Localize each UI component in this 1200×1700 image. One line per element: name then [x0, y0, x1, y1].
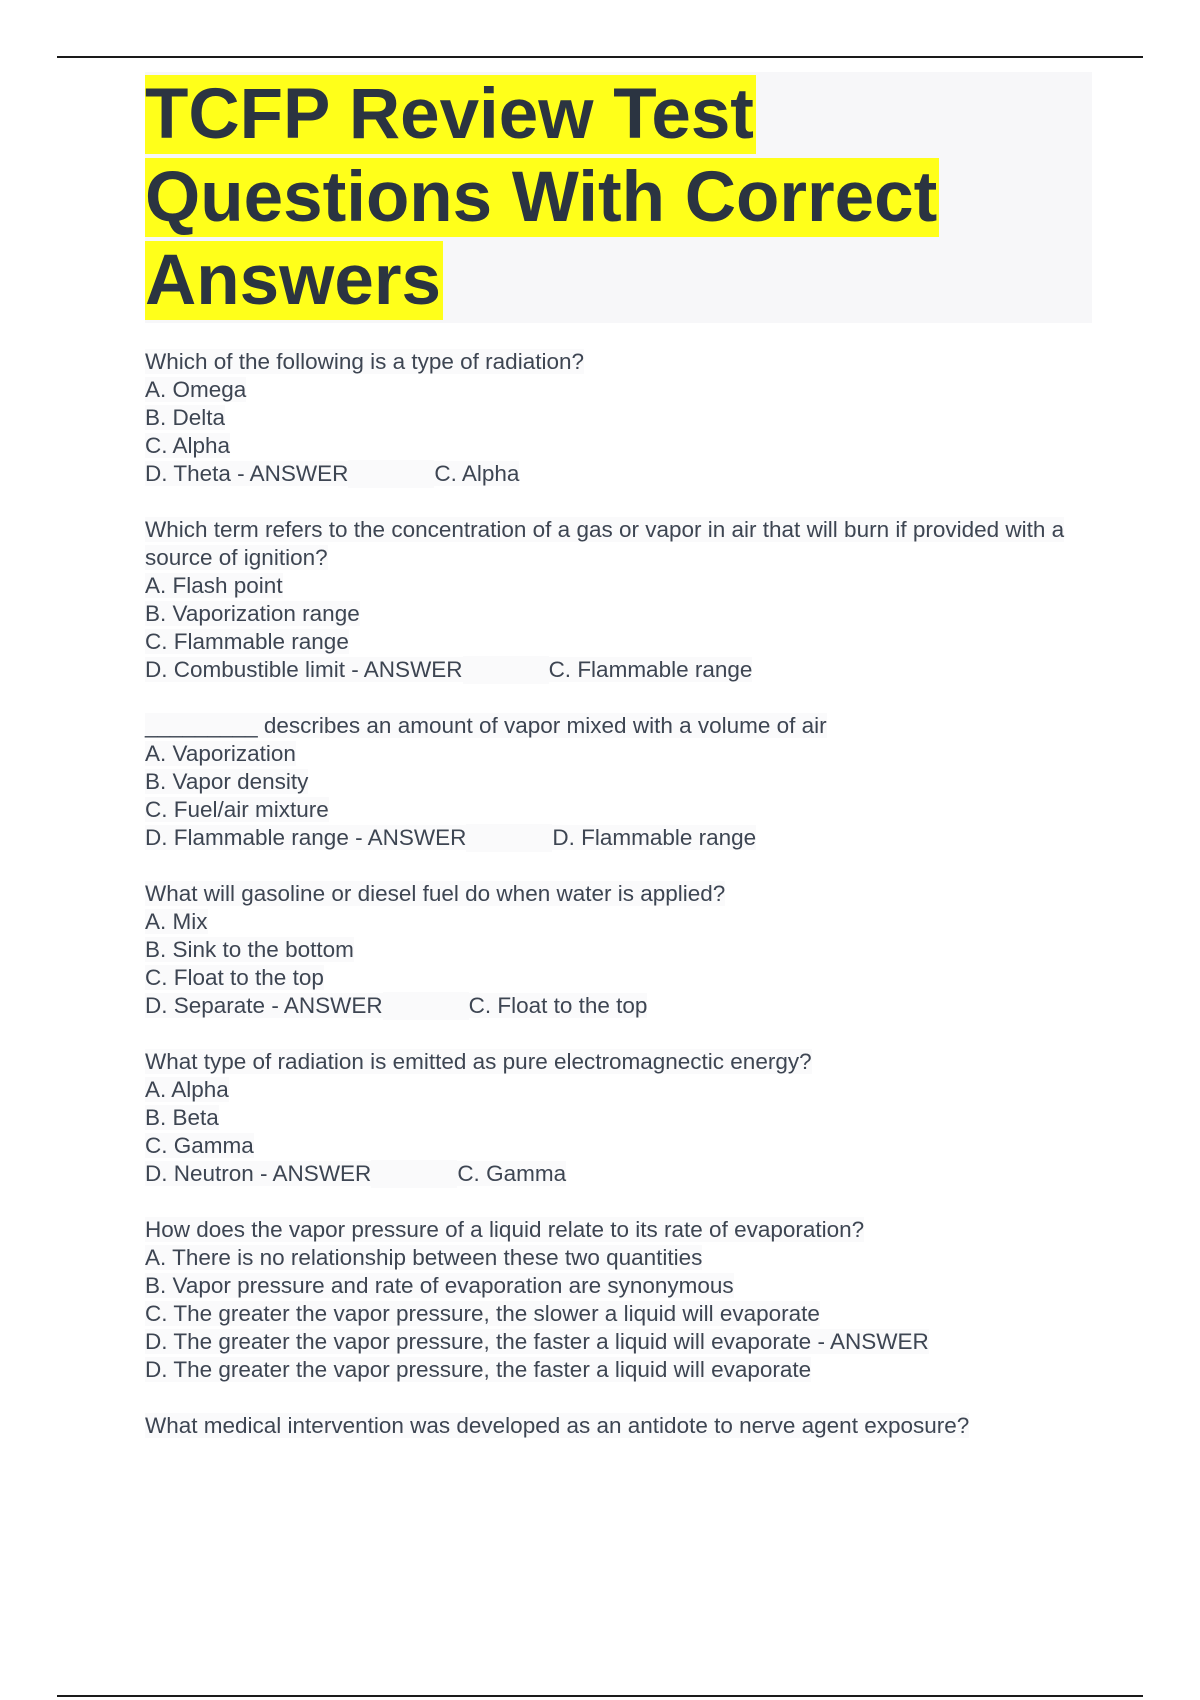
correct-answer: D. Flammable range: [552, 825, 757, 850]
answer-option: B. Sink to the bottom: [145, 937, 354, 962]
answer-option: A. Alpha: [145, 1077, 229, 1102]
question-block: [145, 712, 1095, 852]
answer-option: C. Fuel/air mixture: [145, 797, 329, 822]
question-block: [145, 516, 1095, 684]
answer-option: C. Gamma: [145, 1133, 254, 1158]
top-rule: [57, 56, 1143, 58]
correct-answer: C. Gamma: [457, 1161, 567, 1186]
question-text: What will gasoline or diesel fuel do when water is applied?: [145, 881, 726, 906]
question-block: [145, 348, 1095, 488]
answer-option: D. Separate - ANSWER C. Float to the top: [145, 993, 648, 1018]
question-text: Which term refers to the concentration of a gas or vapor in air that will burn if provided with a source of ignition?: [145, 517, 1065, 570]
answer-option: A. There is no relationship between these two quantities: [145, 1245, 703, 1270]
answer-option: B. Vapor density: [145, 769, 309, 794]
title-block: [145, 72, 1092, 323]
question-text: How does the vapor pressure of a liquid relate to its rate of evaporation?: [145, 1217, 865, 1242]
question-block: [145, 880, 1095, 1020]
question-text: _________ describes an amount of vapor mixed with a volume of air: [145, 713, 827, 738]
answer-option: C. The greater the vapor pressure, the slower a liquid will evaporate: [145, 1301, 820, 1326]
question-text: What type of radiation is emitted as pure electromagnectic energy?: [145, 1049, 812, 1074]
answer-option: A. Omega: [145, 377, 247, 402]
correct-answer: C. Alpha: [434, 461, 520, 486]
answer-option: A. Flash point: [145, 573, 283, 598]
question-text: What medical intervention was developed as an antidote to nerve agent exposure?: [145, 1413, 970, 1438]
answer-option: B. Delta: [145, 405, 226, 430]
answer-option: A. Mix: [145, 909, 208, 934]
answer-option: D. The greater the vapor pressure, the faster a liquid will evaporate - ANSWER: [145, 1329, 929, 1354]
answer-option: D. Theta - ANSWER C. Alpha: [145, 461, 520, 486]
question-block: [145, 1412, 1095, 1440]
answer-option: D. Flammable range - ANSWER D. Flammable range: [145, 825, 757, 850]
answer-option: D. Combustible limit - ANSWER C. Flammable range: [145, 657, 753, 682]
answer-option: C. Alpha: [145, 433, 231, 458]
bottom-rule: [57, 1695, 1143, 1697]
answer-option: D. Neutron - ANSWER C. Gamma: [145, 1161, 567, 1186]
question-block: [145, 1216, 1095, 1384]
answer-option: C. Flammable range: [145, 629, 349, 654]
correct-answer: C. Float to the top: [468, 993, 648, 1018]
answer-option: B. Beta: [145, 1105, 219, 1130]
question-list: [145, 348, 1095, 1468]
question-text: Which of the following is a type of radiation?: [145, 349, 584, 374]
answer-option: B. Vapor pressure and rate of evaporation are synonymous: [145, 1273, 734, 1298]
correct-answer: D. The greater the vapor pressure, the faster a liquid will evaporate: [145, 1357, 812, 1382]
document-title: TCFP Review Test Questions With Correct Answers: [145, 75, 938, 320]
answer-option: B. Vaporization range: [145, 601, 360, 626]
correct-answer: C. Flammable range: [548, 657, 753, 682]
answer-option: A. Vaporization: [145, 741, 296, 766]
question-block: [145, 1048, 1095, 1188]
answer-option: C. Float to the top: [145, 965, 324, 990]
